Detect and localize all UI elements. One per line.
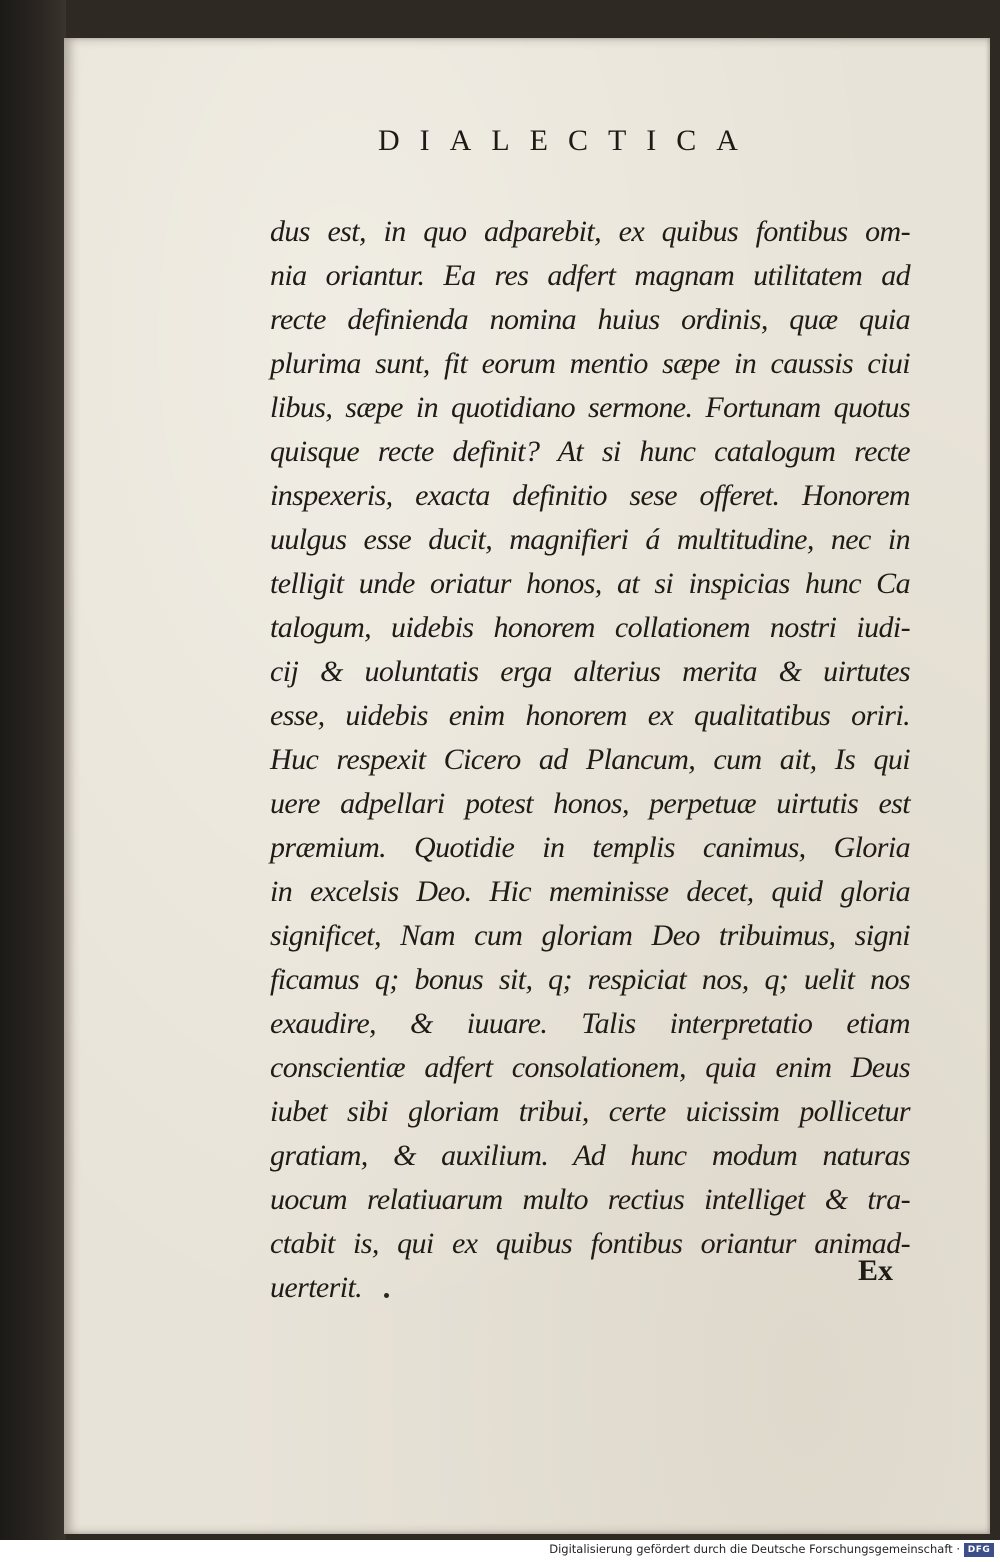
text-line: ficamus q; bonus sit, q; respiciat nos, q; uelit nos: [270, 963, 910, 996]
text-line: dus est, in quo adparebit, ex quibus fontibus om-: [270, 215, 910, 248]
body-text: [270, 210, 910, 1310]
dfg-logo-icon: DFG: [964, 1543, 994, 1557]
text-line: significet, Nam cum gloriam Deo tribuimus, signi: [270, 919, 910, 952]
text-line: exaudire, & iuuare. Talis interpretatio etiam: [270, 1007, 910, 1040]
text-line: recte definienda nomina huius ordinis, quæ quia: [270, 303, 910, 336]
text-line: Huc respexit Cicero ad Plancum, cum ait, Is qui: [270, 743, 910, 776]
text-line: uocum relatiuarum multo rectius intelliget & tra-: [270, 1183, 910, 1216]
text-line: ctabit is, qui ex quibus fontibus oriantur animad-: [270, 1227, 910, 1260]
text-line: uulgus esse ducit, magnifieri á multitudine, nec in: [270, 523, 910, 556]
text-line: quisque recte definit? At si hunc catalogum recte: [270, 435, 910, 468]
text-line: in excelsis Deo. Hic meminisse decet, quid gloria: [270, 875, 910, 908]
text-line: uerterit.: [270, 1271, 363, 1304]
text-line: conscientiæ adfert consolationem, quia enim Deus: [270, 1051, 910, 1084]
catchword: Ex: [858, 1254, 894, 1287]
text-line: uere adpellari potest honos, perpetuæ uirtutis est: [270, 787, 910, 820]
text-line: cij & uoluntatis erga alterius merita & uirtutes: [270, 655, 910, 688]
book-spine: [0, 0, 66, 1540]
text-line: plurima sunt, fit eorum mentio sæpe in caussis ciui: [270, 347, 910, 380]
text-line: inspexeris, exacta definitio sese offeret. Honorem: [270, 479, 910, 512]
running-head: DIALECTICA: [378, 124, 758, 157]
text-line: libus, sæpe in quotidiano sermone. Fortunam quotus: [270, 391, 910, 424]
text-line: esse, uidebis enim honorem ex qualitatibus oriri.: [270, 699, 910, 732]
text-line: præmium. Quotidie in templis canimus, Gloria: [270, 831, 910, 864]
text-line: nia oriantur. Ea res adfert magnam utilitatem ad: [270, 259, 910, 292]
text-line: talogum, uidebis honorem collationem nostri iudi-: [270, 611, 910, 644]
text-line: gratiam, & auxilium. Ad hunc modum naturas: [270, 1139, 910, 1172]
text-line: telligit unde oriatur honos, at si inspicias hunc Ca: [270, 567, 910, 600]
ink-speck: [384, 1293, 389, 1298]
footer-credit: Digitalisierung gefördert durch die Deutsche Forschungsgemeinschaft ·: [549, 1542, 960, 1556]
text-line: iubet sibi gloriam tribui, certe uicissim pollicetur: [270, 1095, 910, 1128]
